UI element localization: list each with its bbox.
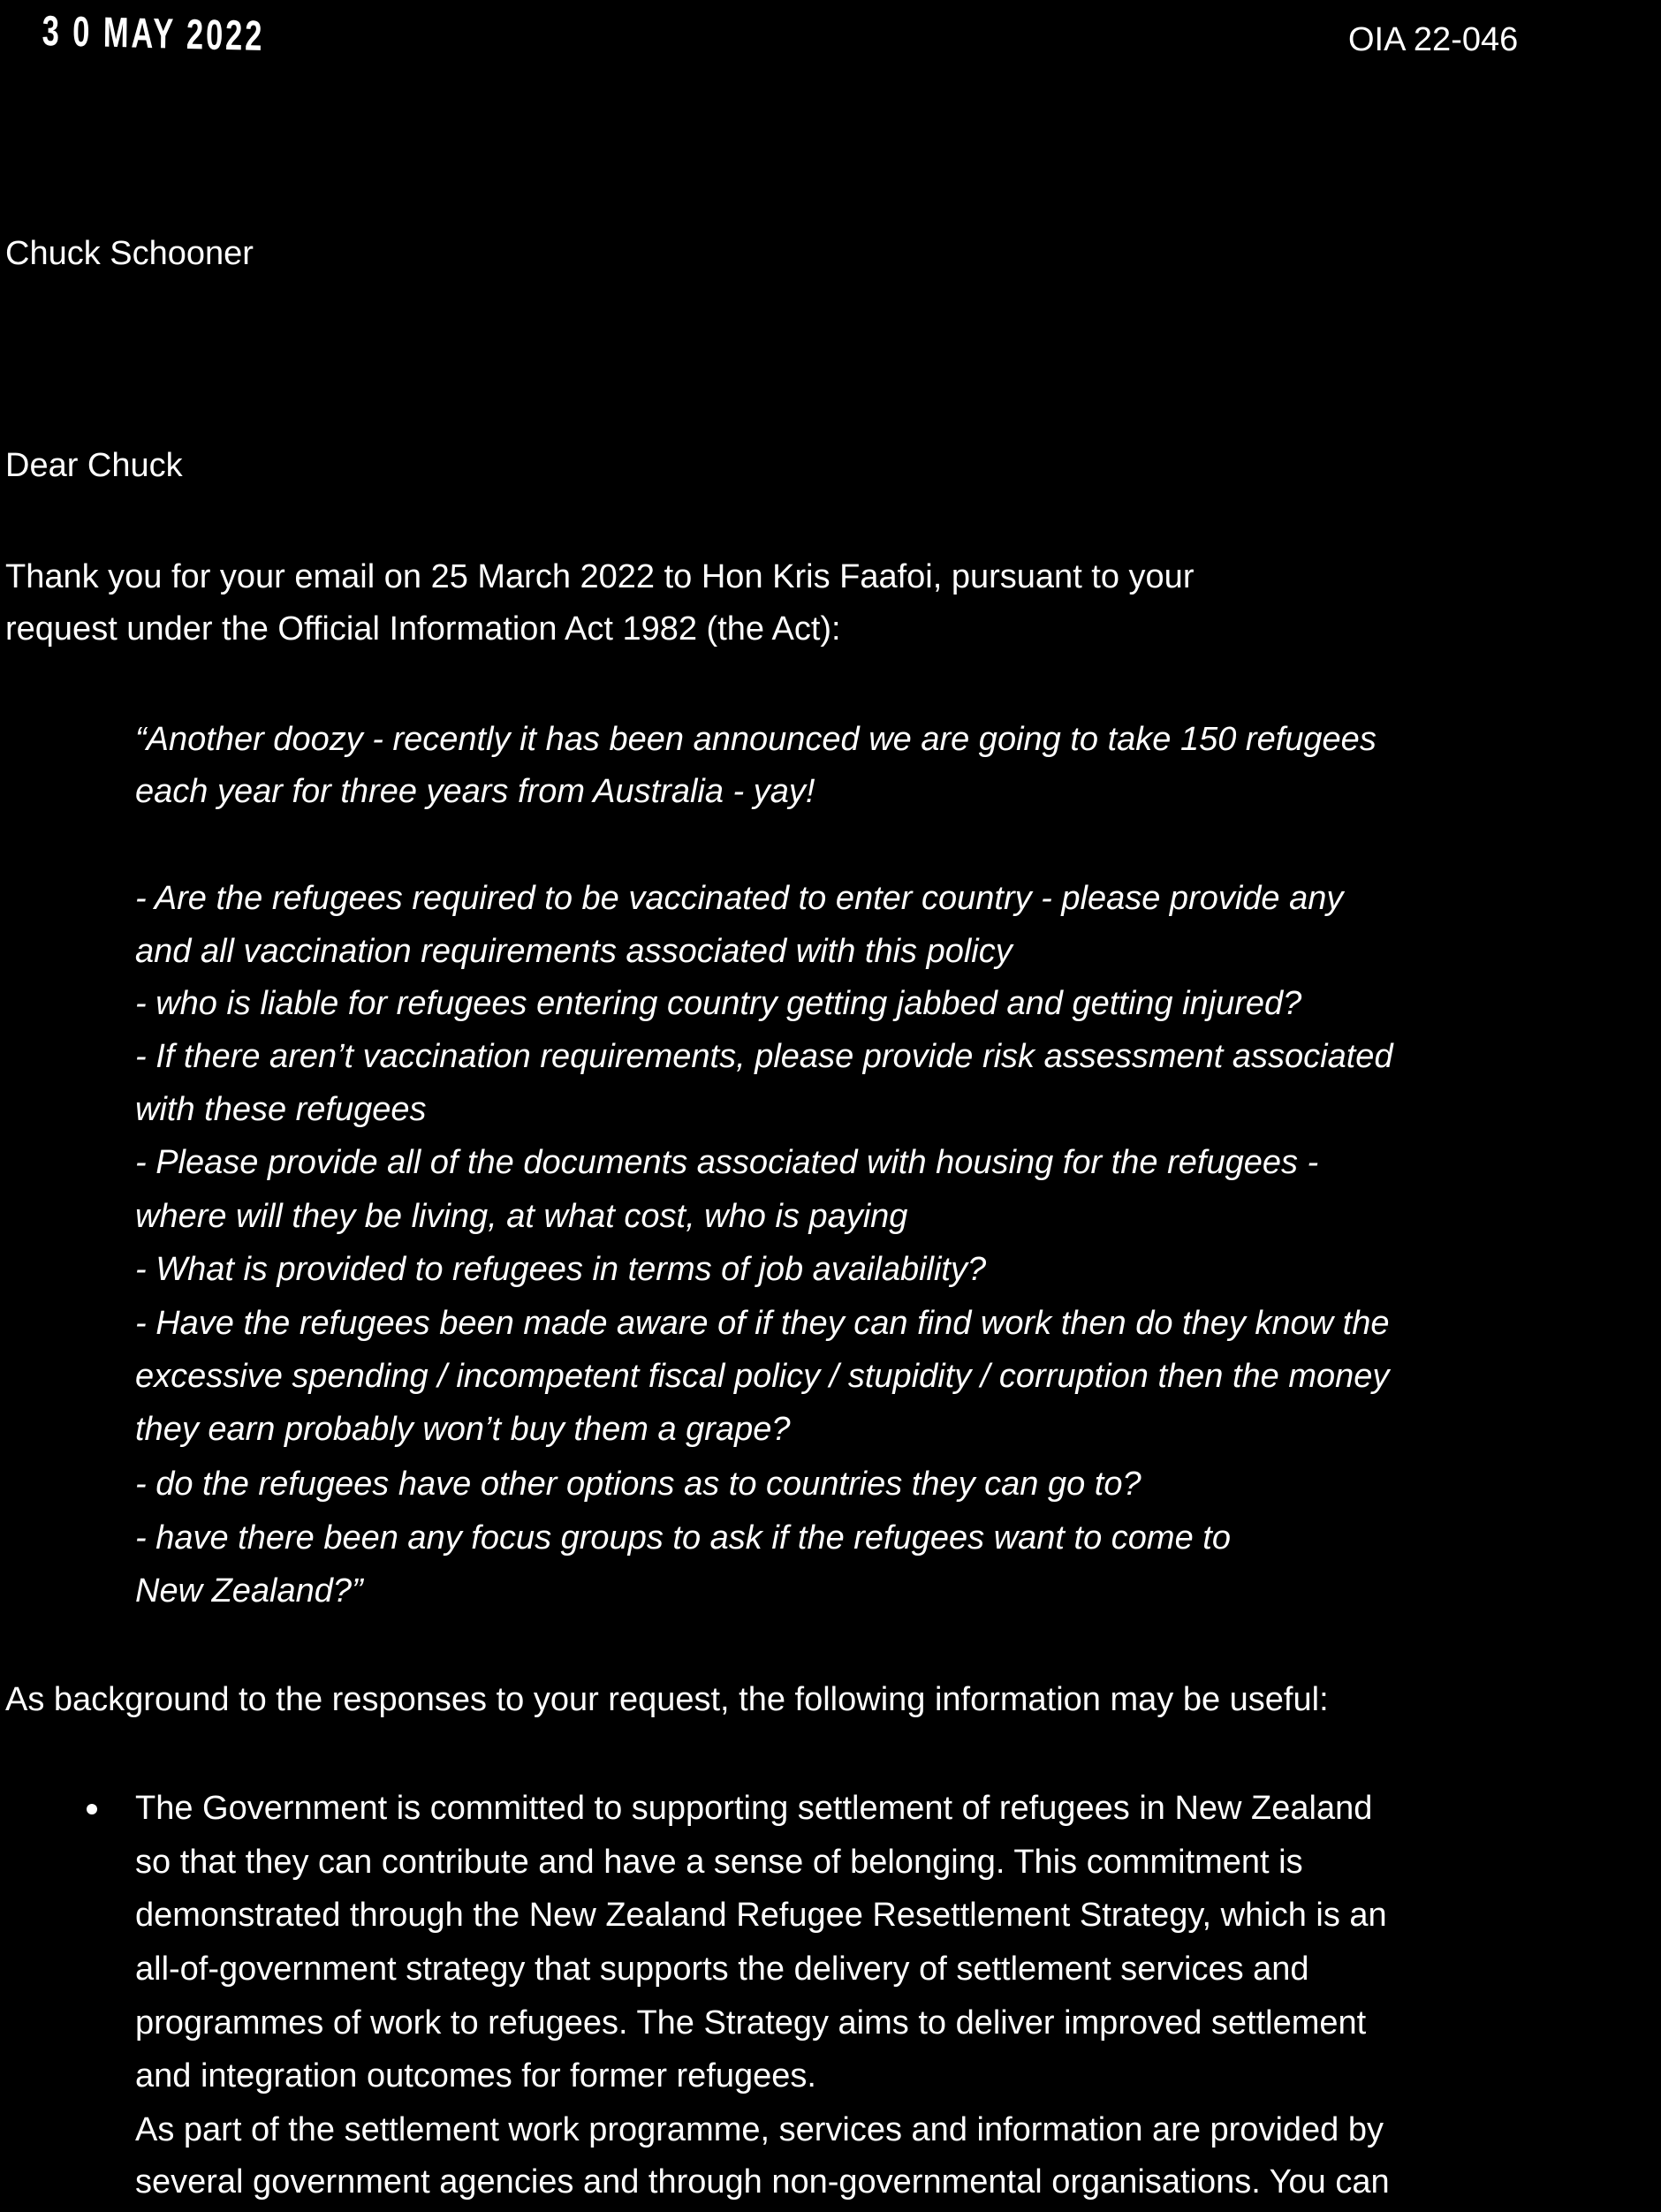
text-line: As part of the settlement work programme, services and information are provided by (135, 2111, 1384, 2148)
quote-line: - who is liable for refugees entering country getting jabbed and getting injured? (135, 985, 1302, 1022)
reference-number: OIA 22-046 (1348, 21, 1519, 58)
text-line: demonstrated through the New Zealand Refugee Resettlement Strategy, which is an (135, 1897, 1387, 1934)
quote-line: “Another doozy - recently it has been announced we are going to take 150 refugees (135, 721, 1377, 758)
date-stamp: 3 0 MAY 2022 (42, 7, 265, 61)
quote-line: - Have the refugees been made aware of if they can find work then do they know the (135, 1305, 1390, 1342)
text-line: so that they can contribute and have a sense of belonging. This commitment is (135, 1844, 1303, 1881)
text-line: several government agencies and through non-governmental organisations. You can (135, 2163, 1390, 2201)
recipient-name: Chuck Schooner (5, 235, 254, 272)
text-line: all-of-government strategy that supports the delivery of settlement services and (135, 1951, 1309, 1988)
quote-line: excessive spending / incompetent fiscal policy / stupidity / corruption then the money (135, 1358, 1390, 1395)
bullet-icon (87, 1804, 97, 1814)
text-line: The Government is committed to supporting settlement of refugees in New Zealand (135, 1790, 1373, 1827)
text-line: programmes of work to refugees. The Strategy aims to deliver improved settlement (135, 2004, 1367, 2042)
quote-line: New Zealand?” (135, 1572, 363, 1610)
quote-line: - Are the refugees required to be vaccinated to enter country - please provide any (135, 880, 1344, 917)
salutation: Dear Chuck (5, 447, 183, 484)
quote-line: - If there aren’t vaccination requirements, please provide risk assessment associated (135, 1038, 1393, 1075)
quote-line: with these refugees (135, 1091, 427, 1128)
quote-line: each year for three years from Australia - yay! (135, 773, 815, 810)
quote-line: - What is provided to refugees in terms of job availability? (135, 1251, 987, 1288)
text-line: and integration outcomes for former refugees. (135, 2057, 816, 2095)
quote-line: - do the refugees have other options as to countries they can go to? (135, 1466, 1141, 1503)
background-intro: As background to the responses to your request, the following information may be useful: (5, 1681, 1329, 1718)
quote-line: and all vaccination requirements associated with this policy (135, 933, 1013, 970)
quote-line: they earn probably won’t buy them a grape? (135, 1411, 791, 1448)
quote-line: - Please provide all of the documents associated with housing for the refugees - (135, 1144, 1319, 1181)
text-line: request under the Official Information Act 1982 (the Act): (5, 610, 841, 648)
quote-line: where will they be living, at what cost, who is paying (135, 1198, 908, 1235)
quote-line: - have there been any focus groups to ask if the refugees want to come to (135, 1519, 1231, 1557)
text-line: Thank you for your email on 25 March 2022 to Hon Kris Faafoi, pursuant to your (5, 558, 1195, 595)
